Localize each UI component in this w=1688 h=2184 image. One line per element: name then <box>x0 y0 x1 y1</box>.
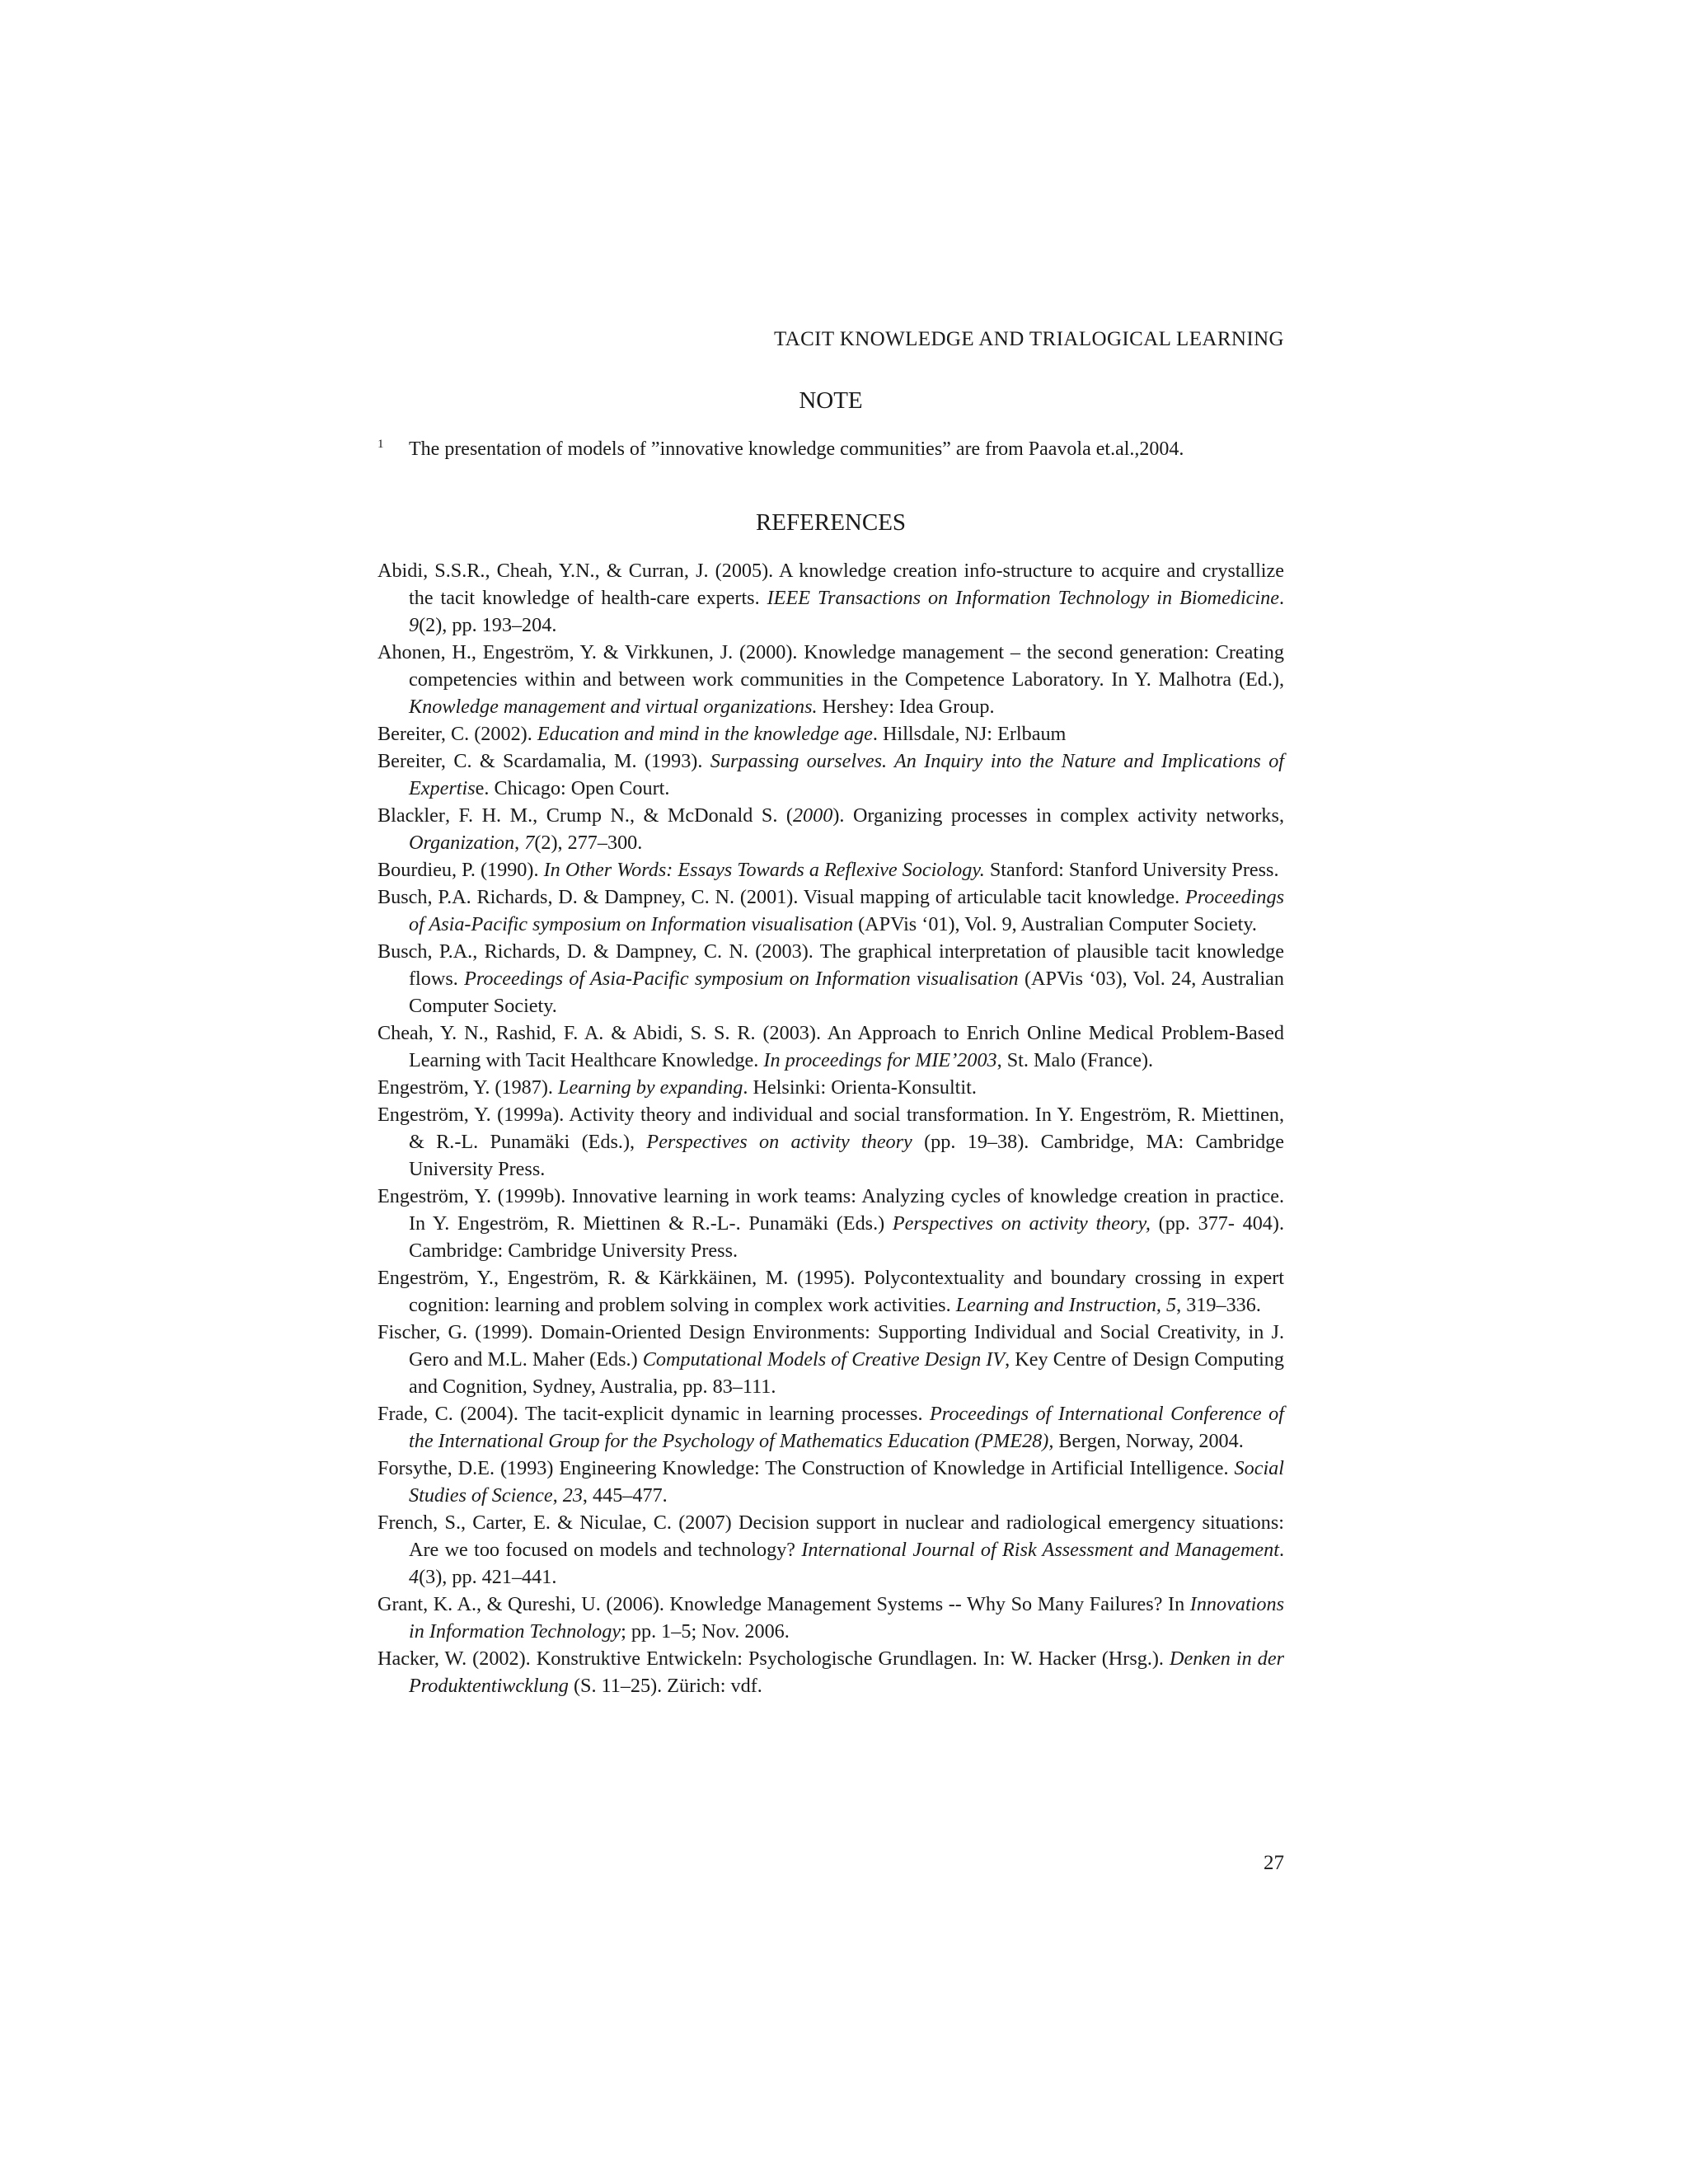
reference-entry <box>377 938 1284 1019</box>
reference-italic-text: IEEE Transactions on Information Technology in Biomedicine <box>767 587 1279 609</box>
reference-entry <box>377 1101 1284 1183</box>
reference-italic-text: Learning by expanding <box>558 1076 743 1099</box>
reference-text: , <box>514 832 525 854</box>
reference-entry <box>377 1591 1284 1645</box>
reference-entry <box>377 720 1284 748</box>
reference-text: Bereiter, C. (2002). <box>377 723 537 745</box>
reference-text: , 319–336. <box>1176 1294 1261 1316</box>
note-heading: NOTE <box>799 387 863 414</box>
document-page <box>377 0 1284 2184</box>
reference-entry <box>377 557 1284 639</box>
reference-entry <box>377 1455 1284 1509</box>
reference-italic-text: 4 <box>409 1566 420 1588</box>
reference-entry <box>377 1019 1284 1074</box>
reference-text: Abidi, S.S.R., Cheah, Y.N., & Curran, J. (2005). A knowledge creation info-structure to acquire and crystallize the tacit knowledge of health-care experts. <box>377 560 1284 609</box>
reference-text: French, S., Carter, E. & Niculae, C. (2007) Decision support in nuclear and radiological emergency situations: Are we too focused on models and technology? <box>377 1511 1284 1561</box>
reference-text: Engeström, Y. (1999a). Activity theory and individual and social transformation. In Y. Engeström, R. Miettinen, & R.-L. Punamäki (Eds.), <box>377 1104 1284 1153</box>
reference-text: (pp. 377- 404). Cambridge: Cambridge University Press. <box>409 1212 1284 1262</box>
reference-italic-text: 7 <box>524 832 535 854</box>
reference-text: Hershey: Idea Group. <box>817 696 995 718</box>
reference-italic-text: Proceedings of Asia-Pacific symposium on Information visualisation <box>409 886 1284 935</box>
reference-italic-text: Learning and Instruction, 5 <box>955 1294 1177 1316</box>
reference-text: (APVis ‘01), Vol. 9, Australian Computer Society. <box>853 913 1257 935</box>
reference-text: ; pp. 1–5; Nov. 2006. <box>621 1620 790 1643</box>
reference-entry <box>377 1509 1284 1591</box>
running-head: TACIT KNOWLEDGE AND TRIALOGICAL LEARNING <box>773 328 1284 350</box>
reference-text: Cheah, Y. N., Rashid, F. A. & Abidi, S. S. R. (2003). An Approach to Enrich Online Medical Problem-Based Learning with Tacit Healthcare Knowledge. <box>377 1022 1284 1071</box>
reference-text: Stanford: Stanford University Press. <box>984 859 1279 881</box>
reference-entry <box>377 883 1284 938</box>
reference-italic-text: Perspectives on activity theory <box>646 1131 912 1153</box>
reference-italic-text: 2000 <box>792 804 833 827</box>
reference-text: (3), pp. 421–441. <box>419 1566 557 1588</box>
reference-italic-text: Knowledge management and virtual organizations. <box>409 696 818 718</box>
reference-text: , Key Centre of Design Computing and Cognition, Sydney, Australia, pp. 83–111. <box>409 1348 1284 1398</box>
reference-entry <box>377 1074 1284 1101</box>
footnote-text: The presentation of models of ”innovative knowledge communities” are from Paavola et.al.,2004. <box>409 438 1184 460</box>
reference-text: Bergen, Norway, 2004. <box>1053 1430 1244 1452</box>
reference-text: . Hillsdale, NJ: Erlbaum <box>872 723 1067 745</box>
reference-text: Forsythe, D.E. (1993) Engineering Knowledge: The Construction of Knowledge in Artificial Intelligence. <box>377 1457 1235 1479</box>
reference-text: (2), 277–300. <box>534 832 643 854</box>
reference-entry <box>377 1264 1284 1319</box>
reference-text: (pp. 19–38). Cambridge, MA: Cambridge University Press. <box>409 1131 1284 1180</box>
reference-italic-text: International Journal of Risk Assessment and Management <box>801 1539 1279 1561</box>
reference-italic-text: Organization <box>409 832 515 854</box>
reference-italic-text: Denken in der Produktentiwcklung <box>409 1647 1284 1697</box>
reference-text: , 445–477. <box>582 1484 668 1507</box>
reference-entry <box>377 1645 1284 1699</box>
reference-italic-text: In proceedings for MIE’2003 <box>763 1049 997 1071</box>
reference-text: Engeström, Y. (1987). <box>377 1076 559 1099</box>
reference-text: Bereiter, C. & Scardamalia, M. (1993). <box>377 750 710 772</box>
reference-italic-text: Proceedings of Asia-Pacific symposium on Information visualisation <box>464 968 1019 990</box>
reference-entry <box>377 639 1284 720</box>
reference-text: (S. 11–25). Zürich: vdf. <box>568 1675 762 1697</box>
reference-text: . <box>1278 1539 1284 1561</box>
reference-italic-text: Education and mind in the knowledge age <box>537 723 873 745</box>
reference-italic-text: In Other Words: Essays Towards a Reflexive Sociology. <box>543 859 985 881</box>
reference-italic-text: Proceedings of International Conference of the International Group for the Psychology of Mathematics Education (PME28), <box>409 1403 1284 1452</box>
reference-text: Blackler <box>377 804 445 827</box>
reference-text: Hacker, W. (2002). Konstruktive Entwickeln: Psychologische Grundlagen. In: W. Hacker (Hrsg.). <box>377 1647 1170 1670</box>
reference-text: e. Chicago: Open Court. <box>475 777 670 799</box>
footnote-marker: 1 <box>377 438 384 451</box>
reference-text: . <box>1278 587 1284 609</box>
reference-text: F. H. M., Crump N., & McDonald S. ( <box>449 804 793 827</box>
reference-italic-text: , <box>444 804 450 827</box>
reference-italic-text: 9 <box>409 614 420 636</box>
reference-text: Busch, P.A., Richards, D. & Dampney, C. N. (2003). The graphical interpretation of plausible tacit knowledge flows. <box>377 940 1284 990</box>
reference-italic-text: Perspectives on activity theory, <box>892 1212 1151 1235</box>
reference-text: (2), pp. 193–204. <box>419 614 557 636</box>
reference-italic-text: Surpassing ourselves. An Inquiry into the Nature and Implications of Expertis <box>409 750 1285 799</box>
reference-text: Busch, P.A. Richards, D. & Dampney, C. N. (2001). Visual mapping of articulable tacit knowledge. <box>377 886 1185 908</box>
reference-text: (APVis ‘03), Vol. 24, Australian Computer Society. <box>409 968 1284 1017</box>
page-number: 27 <box>1264 1852 1284 1874</box>
reference-text: Engeström, Y., Engeström, R. & Kärkkäinen, M. (1995). Polycontextuality and boundary crossing in expert cognition: learning and problem solving in complex work activities. <box>377 1267 1284 1316</box>
reference-text: Frade, C. (2004). The tacit-explicit dynamic in learning processes. <box>377 1403 931 1425</box>
reference-italic-text: Innovations in Information Technology <box>409 1593 1284 1643</box>
reference-text: , St. Malo (France). <box>996 1049 1154 1071</box>
reference-entry <box>377 748 1284 802</box>
reference-text: Bourdieu, P. (1990). <box>377 859 544 881</box>
reference-entry <box>377 1319 1284 1400</box>
reference-text: Engeström, Y. (1999b). Innovative learning in work teams: Analyzing cycles of knowledge creation in practice. In Y. Engeström, R. Miettinen & R.-L-. Punamäki (Eds.) <box>377 1185 1284 1235</box>
references-heading: REFERENCES <box>755 509 907 536</box>
reference-entry <box>377 1183 1284 1264</box>
reference-italic-text: Computational Models of Creative Design IV <box>642 1348 1006 1371</box>
reference-text: Fischer, G. (1999). Domain-Oriented Design Environments: Supporting Individual and Social Creativity, in J. Gero and M.L. Maher (Eds.) <box>377 1321 1284 1371</box>
reference-entry <box>377 1400 1284 1455</box>
reference-text: Grant, K. A., & Qureshi, U. (2006). Knowledge Management Systems -- Why So Many Failures? In <box>377 1593 1190 1615</box>
reference-text: . Helsinki: Orienta-Konsultit. <box>743 1076 977 1099</box>
reference-text: ). Organizing processes in complex activity networks, <box>832 804 1284 827</box>
reference-text: Ahonen, H., Engeström, Y. & Virkkunen, J. (2000). Knowledge management – the second generation: Creating competencies within and between work communities in the Competence Laboratory. In Y. Malhotra (Ed.), <box>377 641 1284 691</box>
reference-entry <box>377 856 1284 883</box>
reference-entry <box>377 802 1284 856</box>
reference-italic-text: Social Studies of Science, 23 <box>409 1457 1284 1507</box>
reference-list <box>377 557 1284 1699</box>
